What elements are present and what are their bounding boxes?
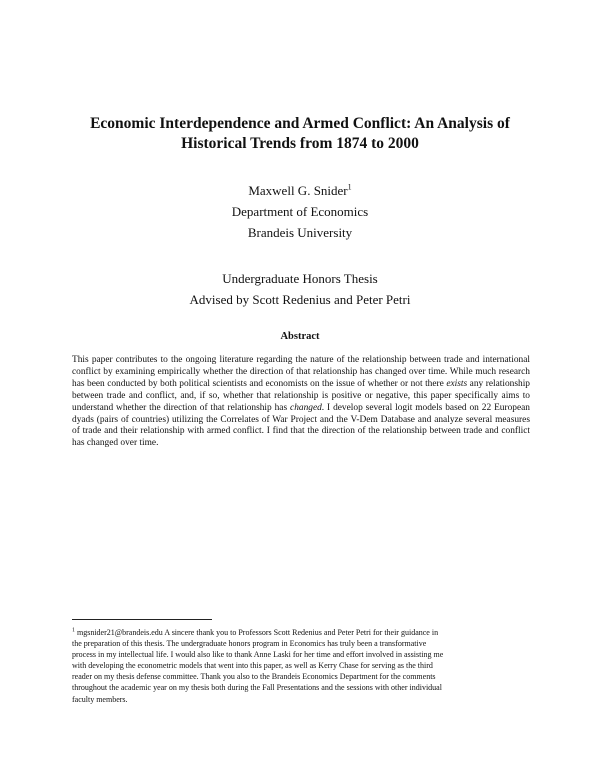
author-block	[100, 180, 500, 243]
footnote-line: with developing the econometric models that went into this paper, as well as Kerry Chase for serving as the third	[72, 661, 433, 671]
title-line-1: Economic Interdependence and Armed Conflict: An Analysis of	[90, 115, 510, 132]
footnote-divider	[72, 619, 212, 620]
author-university: Brandeis University	[247, 225, 353, 240]
abstract-text-3: . I develop several logit models based on 22 European dyads (pairs of countries) utilizing the Correlates of War Project and the V-Dem Database and analyze several measures of trade and their relationship with armed conflict. I find that the direction of the relationship between trade and conflict has changed over time.	[72, 402, 530, 449]
author-name: Maxwell G. Snider	[248, 183, 348, 198]
abstract-emphasis-changed: changed	[290, 402, 322, 413]
abstract-text-2: any relationship between trade and conflict, and, if so, whether that relationship is positive or negative, this paper specifically aims to understand whether the direction of that relationship has	[72, 378, 530, 413]
author-department: Department of Economics	[231, 204, 369, 219]
footnote-line: reader on my thesis defense committee. Thank you also to the Brandeis Economics Department for the comments	[72, 672, 436, 682]
footnote-line: faculty members.	[72, 694, 128, 704]
footnote-mark: 1	[72, 627, 75, 634]
author-footnote-mark: 1	[347, 182, 352, 192]
footnote-line	[72, 627, 534, 638]
abstract-heading: Abstract	[280, 331, 320, 342]
abstract-body	[72, 355, 530, 450]
abstract-text-1: This paper contributes to the ongoing literature regarding the nature of the relationship between trade and international conflict by examining empirically whether the direction of that relationship has changed over time. While much research has been conducted by both political scientists and economists on the issue of whether or not there	[72, 355, 530, 389]
author-name-line	[100, 180, 500, 201]
thesis-type: Undergraduate Honors Thesis	[222, 271, 378, 286]
footnote-line: process in my intellectual life. I would also like to thank Anne Laski for her time and effort involved in assisting me	[72, 650, 444, 660]
thesis-advisors: Advised by Scott Redenius and Peter Petri	[189, 292, 411, 307]
footnote-line: throughout the academic year on my thesis both during the Fall Presentations and the sessions with other individual	[72, 683, 442, 693]
title-line-2: Historical Trends from 1874 to 2000	[181, 135, 419, 152]
footnote	[72, 627, 534, 705]
footnote-line-text: mgsnider21@brandeis.edu A sincere thank you to Professors Scott Redenius and Peter Petri for their guidance in	[75, 628, 439, 637]
paper-title	[60, 114, 540, 154]
thesis-info	[100, 268, 500, 310]
footnote-line: the preparation of this thesis. The undergraduate honors program in Economics has truly been a transformative	[72, 639, 427, 649]
abstract-emphasis-exists: exists	[446, 378, 468, 389]
